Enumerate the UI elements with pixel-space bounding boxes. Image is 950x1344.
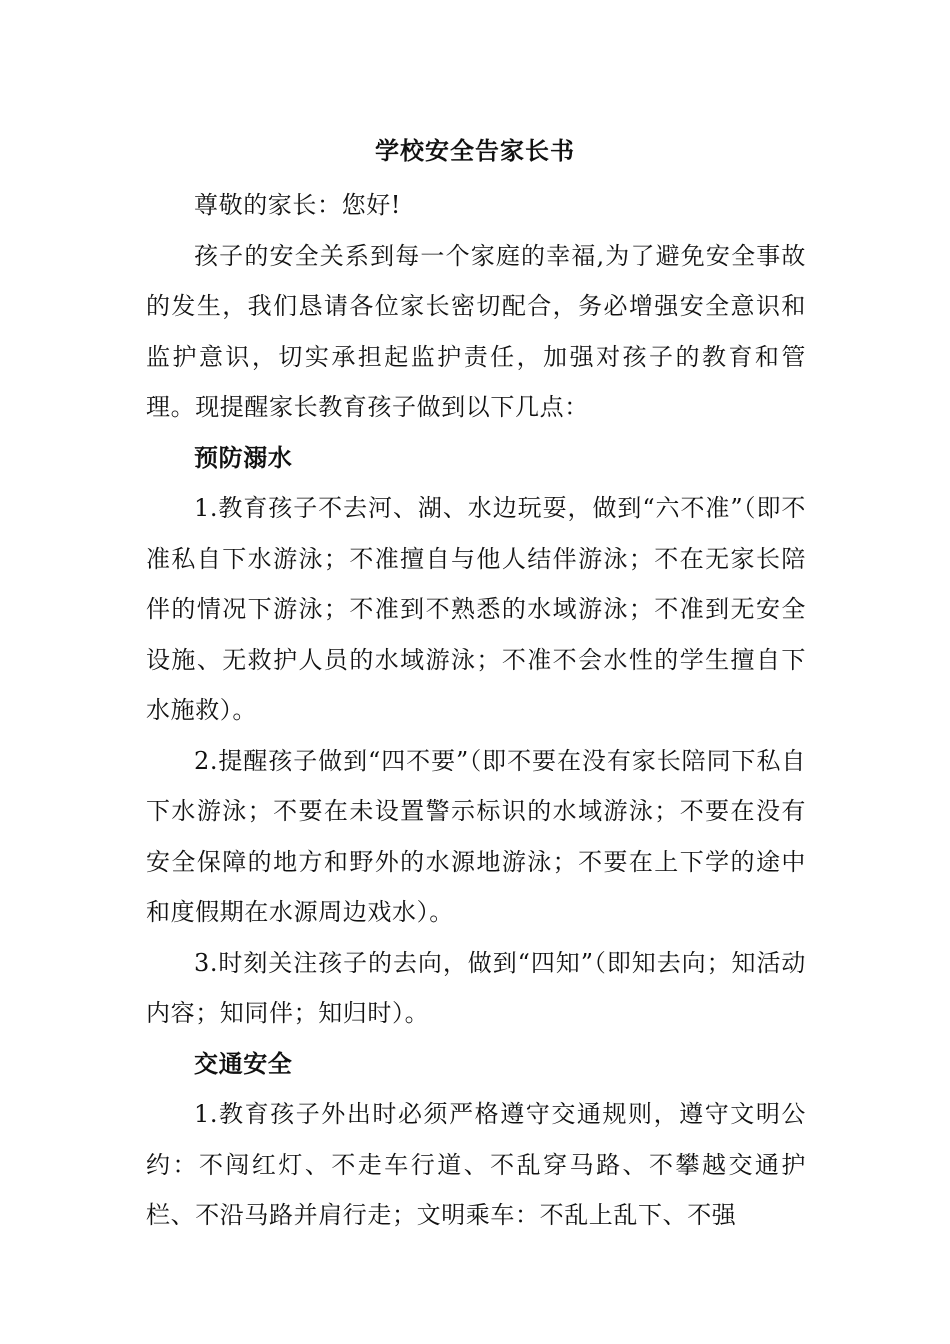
intro-paragraph: 孩子的安全关系到每一个家庭的幸福,为了避免安全事故的发生，我们恳请各位家长密切配合，务必增强安全意识和监护意识，切实承担起监护责任，加强对孩子的教育和管理。现提醒家长教育孩子做到以下几点： [146, 241, 806, 421]
document-body [146, 180, 806, 1241]
drowning-item-2: 2.提醒孩子做到“四不要”（即不要在没有家长陪同下私自下水游泳；不要在未设置警示标识的水域游泳；不要在没有安全保障的地方和野外的水源地游泳；不要在上下学的途中和度假期在水源周边戏水）。 [146, 746, 806, 926]
document-title: 学校安全告家长书 [375, 136, 575, 165]
drowning-item-3: 3.时刻关注孩子的去向，做到“四知”（即知去向；知活动内容；知同伴；知归时）。 [146, 948, 806, 1027]
traffic-item-1: 1.教育孩子外出时必须严格遵守交通规则，遵守文明公约：不闯红灯、不走车行道、不乱穿马路、不攀越交通护栏、不沿马路并肩行走；文明乘车：不乱上乱下、不强 [146, 1100, 806, 1229]
section-heading-drowning: 预防溺水 [194, 442, 293, 472]
drowning-item-1: 1.教育孩子不去河、湖、水边玩耍，做到“六不准”（即不准私自下水游泳；不准擅自与他人结伴游泳；不在无家长陪伴的情况下游泳；不准到不熟悉的水域游泳；不准到无安全设施、无救护人员的水域游泳；不准不会水性的学生擅自下水施救）。 [146, 494, 806, 724]
section-heading-traffic: 交通安全 [194, 1048, 293, 1078]
greeting: 尊敬的家长：您好! [194, 191, 402, 219]
